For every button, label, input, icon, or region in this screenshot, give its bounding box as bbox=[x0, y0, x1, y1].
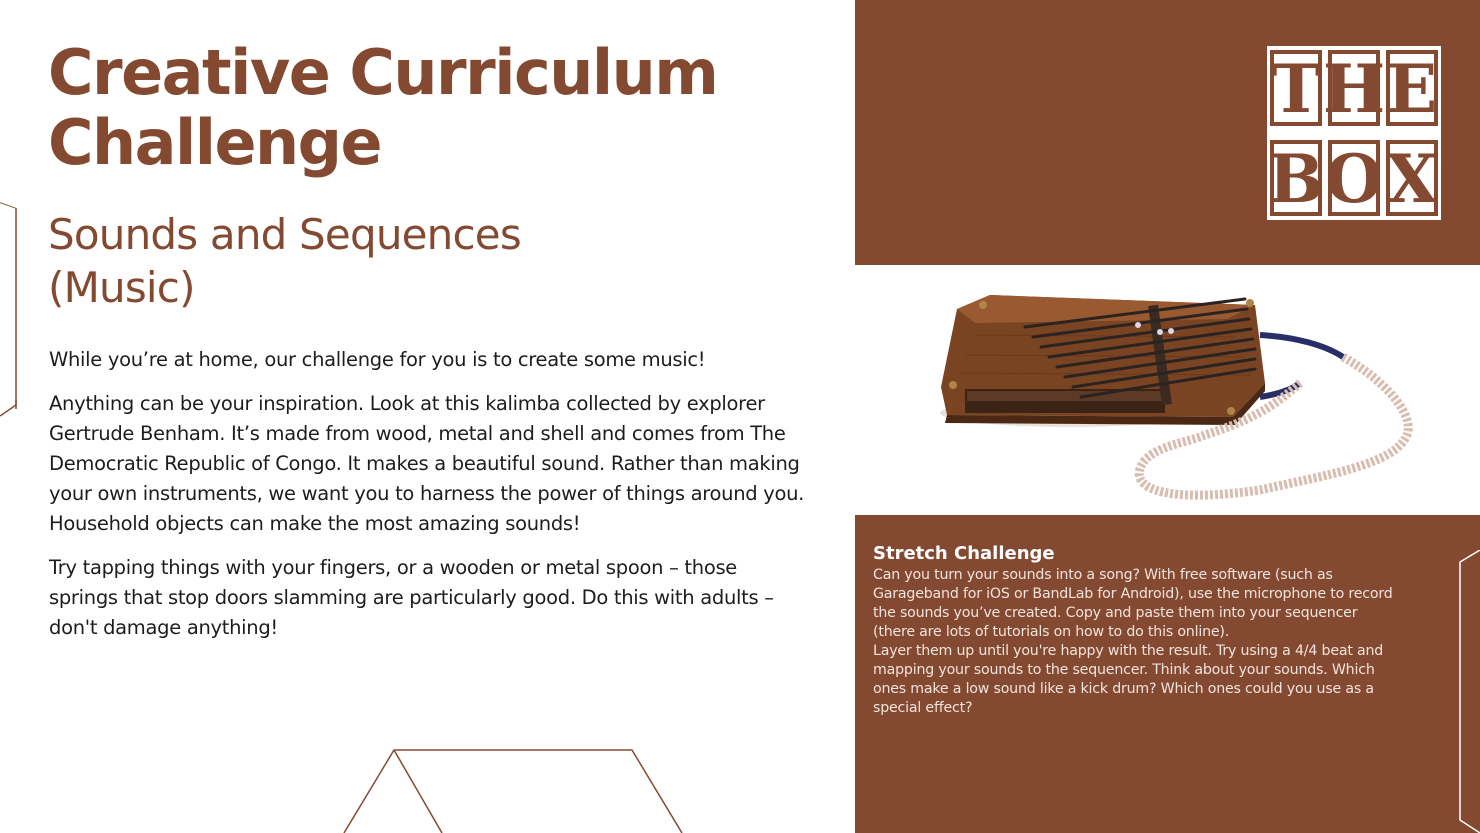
subtitle-line-2: (Music) bbox=[48, 263, 195, 312]
body-text bbox=[49, 345, 809, 657]
body-paragraph-3: Try tapping things with your fingers, or a wooden or metal spoon – those springs that stop doors slamming are particularly good. Do this with adults – don't damage anything! bbox=[49, 556, 774, 639]
stretch-challenge-panel bbox=[855, 515, 1480, 833]
photo-area bbox=[855, 265, 1480, 515]
the-box-logo bbox=[1267, 46, 1441, 220]
body-paragraph-1: While you’re at home, our challenge for you is to create some music! bbox=[49, 348, 706, 371]
right-hexagon-decoration bbox=[1455, 550, 1480, 833]
subtitle-line-1: Sounds and Sequences bbox=[48, 210, 521, 259]
stretch-paragraph-1: Can you turn your sounds into a song? With free software (such as Garageband for iOS or BandLab for Android), use the microphone to record the sounds you’ve created. Copy and paste them into your sequencer (there are lots of tutorials on how to do this online). bbox=[873, 567, 1393, 640]
kalimba-photo bbox=[855, 265, 1480, 515]
logo-letter: E bbox=[1386, 50, 1438, 128]
page-subtitle bbox=[48, 208, 748, 314]
title-line-2: Challenge bbox=[48, 106, 382, 179]
page-title bbox=[48, 38, 808, 178]
stretch-title: Stretch Challenge bbox=[873, 543, 1055, 564]
logo-letter: B bbox=[1268, 140, 1324, 218]
side-panel bbox=[855, 0, 1480, 833]
logo-letter: X bbox=[1386, 140, 1438, 218]
stretch-paragraph-2: Layer them up until you're happy with the result. Try using a 4/4 beat and mapping your sounds to the sequencer. Think about your sounds. Which ones make a low sound like a kick drum? Which ones could you use as a special effect? bbox=[873, 643, 1384, 716]
left-hexagon-decoration bbox=[0, 200, 20, 420]
bottom-shape-decoration bbox=[340, 745, 690, 833]
title-line-1: Creative Curriculum bbox=[48, 36, 718, 109]
stretch-body bbox=[873, 566, 1393, 718]
logo-panel bbox=[855, 0, 1480, 265]
logo-letter: T bbox=[1271, 50, 1321, 128]
logo-letter: O bbox=[1325, 140, 1383, 218]
logo-letter: H bbox=[1322, 50, 1386, 128]
body-paragraph-2: Anything can be your inspiration. Look at this kalimba collected by explorer Gertrude Benham. It’s made from wood, metal and shell and comes from The Democratic Republic of Congo. It makes a beautiful sound. Rather than making your own instruments, we want you to harness the power of things around you. Household objects can make the most amazing sounds! bbox=[49, 392, 805, 535]
